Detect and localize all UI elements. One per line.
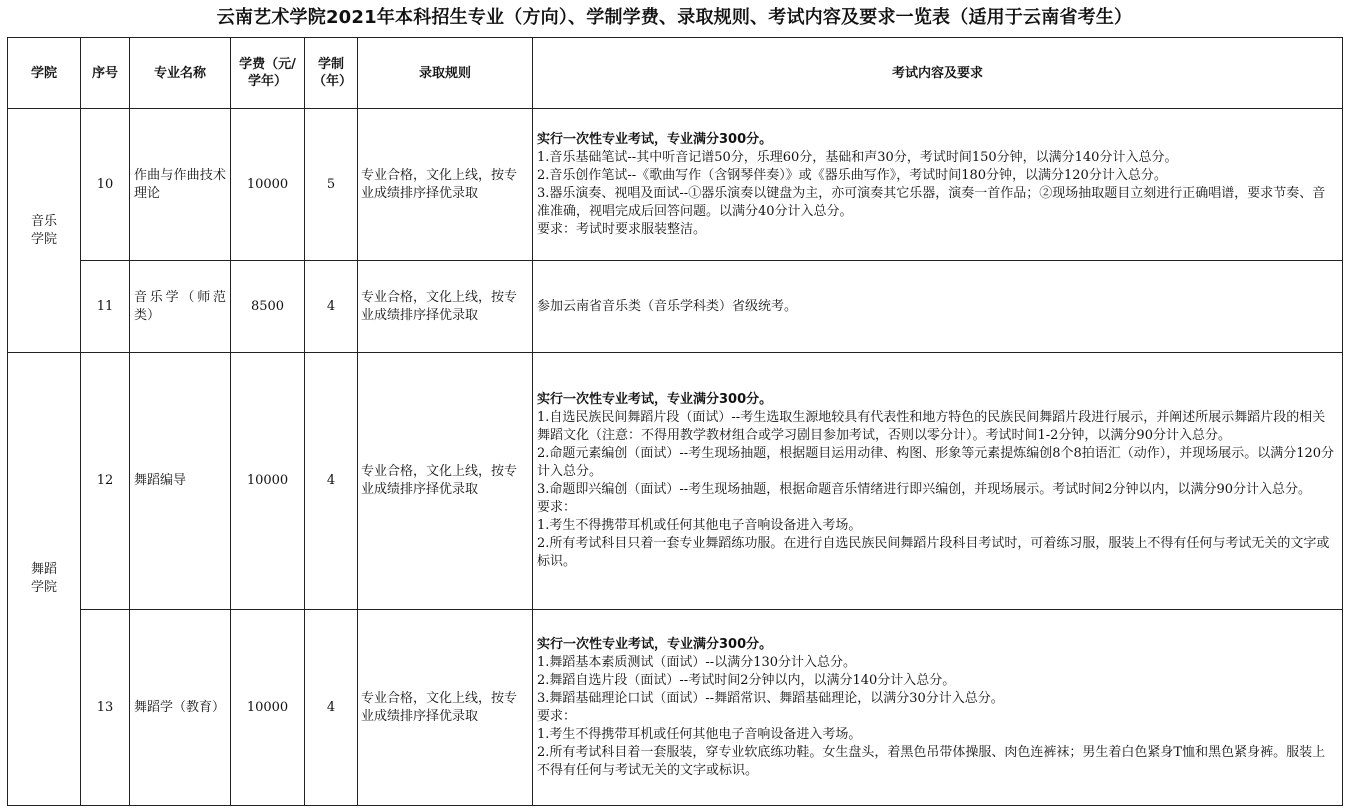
row-requirements [533, 261, 1343, 353]
row-rule: 专业合格，文化上线，按专业成绩排序择优录取 [358, 353, 533, 610]
row-major: 舞蹈学（教育） [130, 610, 231, 806]
req-line: 3.器乐演奏、视唱及面试--①器乐演奏以键盘为主，亦可演奏其它乐器，演奏一首作品；②现场抽取题目立刻进行正确唱谱，要求节奏、音准准确，视唱完成后回答问题。以满分40分计入总分。 [537, 185, 1326, 219]
header-fee: 学费（元/学年） [231, 38, 305, 109]
header-rule: 录取规则 [358, 38, 533, 109]
row-rule: 专业合格，文化上线，按专业成绩排序择优录取 [358, 109, 533, 261]
table-row [8, 109, 1343, 261]
req-line: 3.命题即兴编创（面试）--考生现场抽题，根据命题音乐情绪进行即兴编创，并现场展示。考试时间2分钟以内，以满分90分计入总分。 [537, 482, 1312, 497]
req-line: 1.考生不得携带耳机或任何其他电子音响设备进入考场。 [537, 518, 862, 533]
row-fee: 10000 [231, 353, 305, 610]
row-fee: 8500 [231, 261, 305, 353]
row-major: 舞蹈编导 [130, 353, 231, 610]
row-seq: 12 [81, 353, 130, 610]
row-years: 4 [305, 353, 358, 610]
row-fee: 10000 [231, 610, 305, 806]
req-line: 1.自选民族民间舞蹈片段（面试）--考生选取生源地较具有代表性和地方特色的民族民间舞蹈片段进行展示，并阐述所展示舞蹈片段的相关舞蹈文化（注意：不得用教学教材组合或学习剧目参加考试，否则以零分计）。考试时间1-2分钟，以满分90分计入总分。 [537, 410, 1326, 443]
header-college: 学院 [8, 38, 81, 109]
table-row [8, 261, 1343, 353]
table-row [8, 610, 1343, 806]
req-line: 1.音乐基础笔试--其中听音记谱50分，乐理60分，基础和声30分，考试时间150分钟，以满分140分计入总分。 [537, 149, 1178, 165]
college-dance [8, 353, 81, 806]
req-line: 1.考生不得携带耳机或任何其他电子音响设备进入考场。 [537, 726, 862, 742]
req-line: 要求： [537, 708, 577, 724]
row-years: 4 [305, 261, 358, 353]
table-row [8, 353, 1343, 610]
req-heading: 实行一次性专业考试，专业满分300分。 [537, 636, 773, 652]
req-line: 2.音乐创作笔试--《歌曲写作（含钢琴伴奏）》或《器乐曲写作》，考试时间180分钟，以满分120分计入总分。 [537, 167, 1167, 183]
row-years: 4 [305, 610, 358, 806]
req-line: 参加云南省音乐类（音乐学科类）省级统考。 [537, 298, 798, 314]
row-major: 作曲与作曲技术理论 [130, 109, 231, 261]
college-music [8, 109, 81, 353]
row-seq: 11 [81, 261, 130, 353]
row-years: 5 [305, 109, 358, 261]
header-row [8, 38, 1343, 109]
row-rule: 专业合格，文化上线，按专业成绩排序择优录取 [358, 261, 533, 353]
row-rule: 专业合格，文化上线，按专业成绩排序择优录取 [358, 610, 533, 806]
college-name: 音乐学院 [30, 213, 57, 247]
req-line: 3.舞蹈基础理论口试（面试）--舞蹈常识、舞蹈基础理论，以满分30分计入总分。 [537, 690, 1004, 706]
row-fee: 10000 [231, 109, 305, 261]
row-seq: 13 [81, 610, 130, 806]
admissions-table [7, 37, 1343, 806]
row-major: 音乐学（师范类） [130, 261, 231, 353]
row-requirements [533, 353, 1343, 610]
req-line: 2.舞蹈自选片段（面试）--考试时间2分钟以内，以满分140分计入总分。 [537, 672, 956, 688]
req-line: 2.所有考试科目着一套服装，穿专业软底练功鞋。女生盘头，着黑色吊带体操服、肉色连裤袜；男生着白色紧身T恤和黑色紧身裤。服装上不得有任何与考试无关的文字或标识。 [537, 744, 1326, 778]
header-major: 专业名称 [130, 38, 231, 109]
header-seq: 序号 [81, 38, 130, 109]
req-line: 1.舞蹈基本素质测试（面试）--以满分130分计入总分。 [537, 654, 857, 670]
header-years: 学制（年） [305, 38, 358, 109]
row-requirements [533, 610, 1343, 806]
req-heading: 实行一次性专业考试，专业满分300分。 [537, 392, 773, 407]
req-line: 要求： [537, 500, 577, 515]
header-requirements: 考试内容及要求 [533, 38, 1343, 109]
row-requirements [533, 109, 1343, 261]
req-line: 要求：考试时要求服装整洁。 [537, 221, 707, 237]
row-seq: 10 [81, 109, 130, 261]
college-name: 舞蹈学院 [30, 562, 57, 595]
req-line: 2.所有考试科目只着一套专业舞蹈练功服。在进行自选民族民间舞蹈片段科目考试时，可着练习服，服装上不得有任何与考试无关的文字或标识。 [537, 536, 1330, 569]
page-title: 云南艺术学院2021年本科招生专业（方向）、学制学费、录取规则、考试内容及要求一览表（适用于云南省考生） [216, 7, 1133, 28]
req-line: 2.命题元素编创（面试）--考生现场抽题，根据题目运用动律、构图、形象等元素提炼编创8个8拍语汇（动作），并现场展示。以满分120分计入总分。 [537, 446, 1335, 479]
req-heading: 实行一次性专业考试，专业满分300分。 [537, 131, 773, 147]
